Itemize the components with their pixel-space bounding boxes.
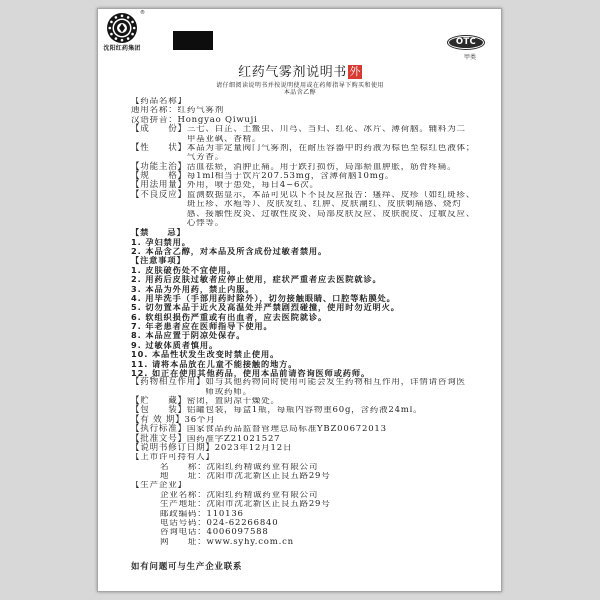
leaflet-page <box>97 8 502 592</box>
title-text: 红药气雾剂说明书 <box>238 65 347 80</box>
manufacturer-row <box>131 510 483 519</box>
text-line: 铝罐包装，每盒1瓶，每瓶内容物重60g，含药液24ml。 <box>186 406 423 416</box>
row-key: 企业名称： <box>160 490 207 500</box>
section-label: 【规 格】 <box>131 171 187 181</box>
section-label: 【生产企业】 <box>131 481 187 491</box>
row-value: www.syhy.com.cn <box>206 537 294 547</box>
text-line: 心悸等。 <box>186 218 225 228</box>
section-label: 【批准文号】 <box>131 433 187 444</box>
list-item: 1. 皮肤破伤处不宜使用。 <box>131 265 237 275</box>
list-item: 12. 如正在使用其他药品，使用本品前请咨询医师或药师。 <box>131 368 371 378</box>
generic-name-row <box>131 106 483 115</box>
leaflet-body <box>131 97 483 547</box>
list-item: 9. 过敏体质者慎用。 <box>131 340 219 350</box>
list-item: 6. 软组织损伤严重或有出血者，应去医院就诊。 <box>131 312 328 322</box>
registered-mark: ® <box>140 10 145 16</box>
row-value: 4006097588 <box>206 528 269 538</box>
row-key: 网 址： <box>160 537 207 547</box>
section-label: 【不良反应】 <box>131 189 187 200</box>
text-line: 三七、白芷、土鳖虫、川芎、当归、红花、冰片、薄荷脑。辅料为二 <box>186 125 466 135</box>
text-line: 斑丘疹、水疱等）、皮肤发红、红肿、皮肤潮红、皮肤刺痛感、烧灼 <box>186 200 462 210</box>
revision-date-section <box>131 444 483 453</box>
row-value: 沈阳红药精诚药业有限公司 <box>206 490 319 500</box>
text-line: 如与其他药物同时使用可能会发生药物相互作用，详情请咨询医 <box>205 378 466 388</box>
manufacturer-row <box>131 538 483 547</box>
row-value: Hongyao Qiwuji <box>177 115 258 125</box>
precautions-section <box>131 256 483 378</box>
row-value: 沈阳红药精诚药业有限公司 <box>206 462 319 472</box>
notice-line: 请仔细阅读说明书并按说明使用或在药师指导下购买和使用 <box>216 82 384 89</box>
interactions-section <box>131 378 483 397</box>
text-line: 感、接触性皮炎、过敏性皮炎、局部皮肤反应、皮肤脱皮、过敏反应、 <box>186 209 476 219</box>
company-emblem-icon <box>106 12 138 44</box>
row-key: 汉语拼音： <box>131 115 178 125</box>
text-line: 外用，喷于患处，每日4~6次。 <box>186 181 319 191</box>
row-value: 沈阳市沈北新区正良五路29号 <box>206 472 331 481</box>
text-line: 本品为非定量阀门气雾剂，在耐压容器中的药液为棕色至棕红色液体； <box>186 143 476 153</box>
external-use-mark: 外 <box>349 65 361 78</box>
adverse-reactions-section <box>131 191 483 229</box>
row-value: 沈阳市沈北新区正良五路29号 <box>206 500 331 510</box>
section-label: 【禁 忌】 <box>131 228 186 238</box>
ingredients-section <box>131 125 483 144</box>
notice-line: 本品含乙醇 <box>283 89 317 96</box>
section-label: 【说明书修订日期】 <box>131 442 215 453</box>
list-item: 1. 孕妇禁用。 <box>131 237 191 247</box>
row-key: 地 址： <box>160 472 207 481</box>
contraindications-section <box>131 228 483 256</box>
text-line: 国家食品药品监督管理总局标准YBZ00672013 <box>186 425 387 435</box>
text-line: 活血祛瘀，消肿止痛。用于跌打损伤，局部瘀血肿胀，筋骨疼痛。 <box>186 162 457 172</box>
list-item: 2. 用药后皮肤过敏者应停止使用，症状严重者应去医院就诊。 <box>131 275 382 285</box>
manufacturer-row <box>131 528 483 537</box>
list-item: 10. 本品性状发生改变时禁止使用。 <box>131 350 280 360</box>
row-key: 电话号码： <box>160 518 207 528</box>
text-line: 密闭，置阴凉干燥处。 <box>186 397 280 406</box>
manufacturer-row <box>131 500 483 509</box>
description-section <box>131 144 483 163</box>
row-value: 红药气雾剂 <box>177 106 225 116</box>
section-label: 【成 份】 <box>131 124 187 135</box>
section-label: 【药品名称】 <box>131 97 187 106</box>
list-item: 2. 本品含乙醇，对本品及所含成份过敏者禁用。 <box>131 247 328 256</box>
row-key: 咨询电话： <box>160 528 207 538</box>
section-label: 【上市许可持有人】 <box>131 453 215 463</box>
list-item: 5. 切勿置本品于近火及高温处并严禁剧烈碰撞，使用时勿近明火。 <box>131 303 400 313</box>
text-line: 监测数据显示，本品可见以下不良反应报告：瘙痒、皮疹（如红斑疹、 <box>186 190 476 200</box>
section-label: 【用法用量】 <box>131 180 187 191</box>
list-item: 4. 用毕洗手（手部用药时除外），切勿接触眼睛、口腔等粘膜处。 <box>131 293 396 303</box>
row-key: 邮政编码： <box>160 509 207 519</box>
list-item: 11. 请将本品放在儿童不能接触的地方。 <box>131 359 298 369</box>
text-line: 36个月 <box>184 415 216 425</box>
otc-category: 甲类 <box>463 54 476 61</box>
text-line: 师或药师。 <box>205 387 252 397</box>
list-item: 8. 本品应置于阴凉处保存。 <box>131 331 246 341</box>
row-key: 生产地址： <box>160 500 207 510</box>
section-label: 【注意事项】 <box>131 256 186 266</box>
section-label: 【执行标准】 <box>131 424 187 435</box>
redaction-block <box>173 31 213 50</box>
row-value: 024-62266840 <box>206 518 279 528</box>
text-line: 2023年12月12日 <box>214 443 293 453</box>
row-value: 110136 <box>206 509 244 519</box>
text-line: 甲基亚砜、香精。 <box>186 134 262 144</box>
section-label: 【贮 藏】 <box>131 396 187 406</box>
text-line: 气芳香。 <box>186 153 225 163</box>
section-label: 【包 装】 <box>131 405 187 416</box>
list-item: 7. 年老患者应在医师指导下使用。 <box>131 322 273 331</box>
page-title <box>180 65 420 80</box>
manufacturer-section <box>131 481 483 547</box>
manufacturer-row <box>131 519 483 528</box>
holder-row <box>131 472 483 481</box>
section-label: 【性 状】 <box>131 142 187 153</box>
section-label: 【药物相互作用】 <box>131 377 206 388</box>
company-short-name: 沈阳红药集团 <box>103 45 141 52</box>
row-key: 名 称： <box>160 462 207 472</box>
text-line: 国药准字Z21021527 <box>186 434 281 444</box>
text-line: 每1ml相当于饮片207.53mg，含薄荷脑10mg。 <box>186 172 395 181</box>
manufacturer-row <box>131 491 483 500</box>
contact-note: 如有问题可与生产企业联系 <box>131 561 243 571</box>
section-label: 【功能主治】 <box>131 161 187 172</box>
section-label: 【有 效 期】 <box>131 414 185 425</box>
otc-badge: OTC <box>447 35 485 50</box>
holder-section <box>131 453 483 481</box>
holder-row <box>131 463 483 472</box>
row-key: 通用名称： <box>131 106 178 116</box>
list-item: 3. 本品为外用药，禁止内服。 <box>131 284 255 294</box>
